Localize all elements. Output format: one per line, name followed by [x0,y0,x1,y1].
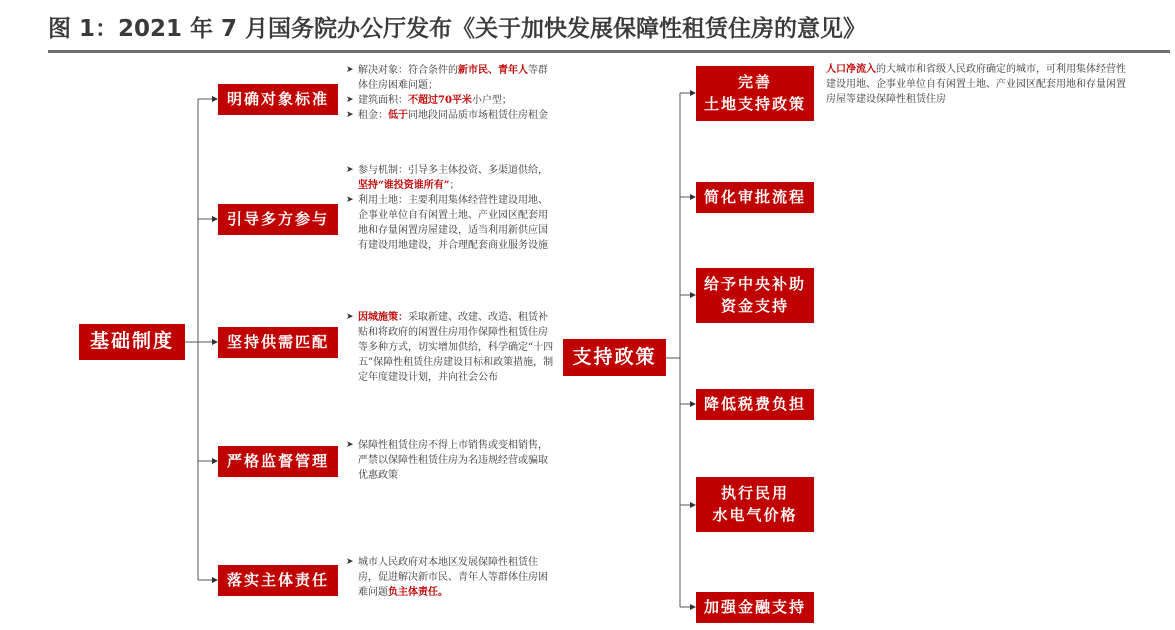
bullet-item [346,310,556,385]
left-item-description [346,63,556,123]
bullet-text [358,310,556,385]
bullet-item [346,63,556,93]
body-text: 租金： [358,110,388,121]
highlight-text: 人口净流入 [826,64,876,75]
bullet-text [358,438,556,483]
right-item-box: 完善 土地支持政策 [696,66,814,121]
bullet-text [358,93,512,108]
body-text: 小户型； [471,95,512,106]
left-item-box: 落实主体责任 [218,565,338,596]
bullet-arrow-icon: ➤ [346,440,354,450]
left-item-box: 严格监督管理 [218,446,338,477]
bullet-text [358,163,556,193]
right-item-box: 执行民用 水电气价格 [696,477,814,532]
body-text: 的大城市和省级人民政府确定的城市，可利用集体经营性建设用地、企事业单位自有闲置土地、产业园区配套用地和存量闲置房屋等建设保障性租赁住房 [826,64,1126,105]
bullet-arrow-icon: ➤ [346,312,354,322]
body-text: 解决对象：符合条件的 [358,65,458,76]
body-text: 利用土地：主要利用集体经营性建设用地、企事业单位自有闲置土地、产业园区配套用地和存量闲置房屋建设，适当利用新供应国有建设用地建设，并合理配套商业服务设施 [358,195,548,251]
policy-hub-box: 支持政策 [563,339,666,376]
root-node-box: 基础制度 [79,324,185,360]
bullet-item [346,163,556,193]
left-item-box: 引导多方参与 [218,204,338,235]
right-item-box: 降低税费负担 [696,389,814,420]
highlight-text: 坚持“谁投资谁所有” [358,180,450,191]
highlight-text: 不超过70平米 [408,95,472,106]
bullet-arrow-icon: ➤ [346,195,354,205]
bullet-item [346,555,556,600]
body-text: 保障性租赁住房不得上市销售或变相销售，严禁以保障性租赁住房为名违规经营或骗取优惠政策 [358,440,548,481]
bullet-arrow-icon: ➤ [346,165,354,175]
body-text: 同地段同品质市场租赁住房租金 [408,110,548,121]
right-item-box: 加强金融支持 [696,592,814,623]
left-item-description [346,310,556,385]
bullet-item [346,193,556,253]
right-item-box: 简化审批流程 [696,182,814,213]
bullet-text [358,555,556,600]
body-text: 采取新建、改建、改造、租赁补贴和将政府的闲置住房用作保障性租赁住房等多种方式，切实增加供给，科学确定“十四五”保障性租赁住房建设目标和政策措施，制定年度建设计划，并向社会公布 [358,312,554,383]
land-policy-note [826,62,1126,107]
bullet-arrow-icon: ➤ [346,95,354,105]
bullet-item [346,438,556,483]
left-item-box: 坚持供需匹配 [218,327,338,358]
bullet-text [358,193,556,253]
left-item-description [346,438,556,483]
body-text: 等群体住房困难问题； [358,65,548,91]
body-text: 参与机制：引导多主体投资、多渠道供给， [358,165,548,176]
bullet-arrow-icon: ➤ [346,110,354,120]
left-item-box: 明确对象标准 [218,84,338,115]
right-item-box: 给予中央补助 资金支持 [696,268,814,323]
body-text: ； [449,180,460,191]
bullet-arrow-icon: ➤ [346,557,354,567]
highlight-text: 因城施策： [358,312,408,323]
page-title: 图 1：2021 年 7 月国务院办公厅发布《关于加快发展保障性租赁住房的意见》 [48,16,867,42]
body-text: 建筑面积： [358,95,408,106]
bullet-text [358,108,548,123]
bullet-item [346,93,556,108]
body-text: 城市人民政府对本地区发展保障性租赁住房，促进解决新市民、青年人等群体住房困难问题 [358,557,548,598]
left-item-description [346,555,556,600]
highlight-text: 负主体责任。 [388,587,448,598]
bullet-text [358,63,556,93]
bullet-item [346,108,556,123]
left-item-description [346,163,556,253]
highlight-text: 新市民、青年人 [458,65,528,76]
bullet-arrow-icon: ➤ [346,65,354,75]
highlight-text: 低于 [388,110,408,121]
